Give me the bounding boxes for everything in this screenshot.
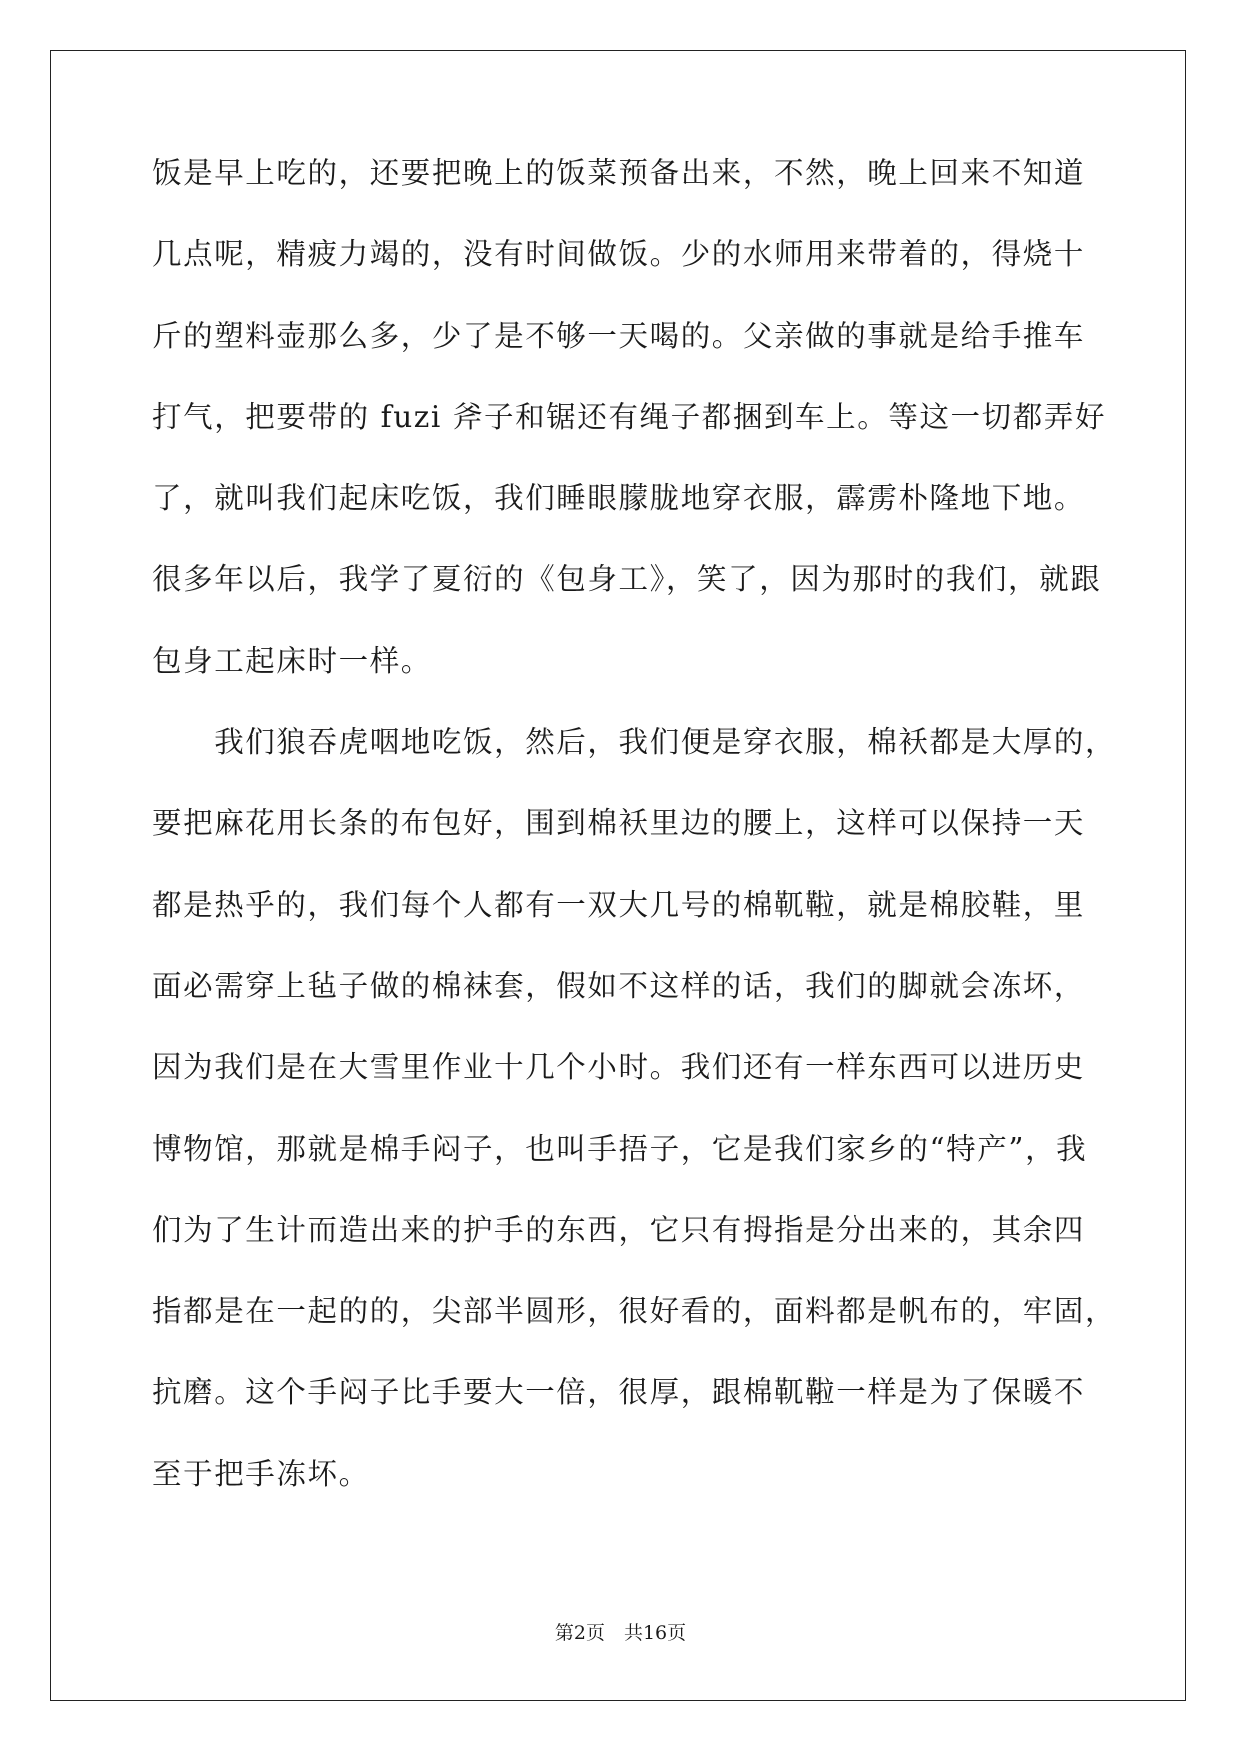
text-line: 博物馆，那就是棉手闷子，也叫手捂子，它是我们家乡的“特产”，我: [152, 1131, 1088, 1166]
text-line: 我们狼吞虎咽地吃饭，然后，我们便是穿衣服，棉袄都是大厚的，: [152, 725, 1117, 760]
text-line: 包身工起床时一样。: [152, 643, 432, 678]
document-body: [152, 152, 1117, 1534]
text-line: 很多年以后，我学了夏衍的《包身工》，笑了，因为那时的我们，就跟: [152, 562, 1102, 597]
text-line: 打气，把要带的 fuzi 斧子和锯还有绳子都捆到车上。等这一切都弄好: [152, 399, 1107, 434]
text-line: 要把麻花用长条的布包好，围到棉袄里边的腰上，这样可以保持一天: [152, 806, 1086, 841]
text-line: 面必需穿上毡子做的棉袜套，假如不这样的话，我们的脚就会冻坏，: [152, 968, 1086, 1003]
page-number-footer: 第2页 共16页: [554, 1622, 687, 1644]
text-line: 几点呢，精疲力竭的，没有时间做饭。少的水师用来带着的，得烧十: [152, 237, 1086, 272]
text-line: 抗磨。这个手闷子比手要大一倍，很厚，跟棉靰鞡一样是为了保暖不: [152, 1375, 1086, 1410]
text-line: 至于把手冻坏。: [152, 1456, 370, 1491]
text-line: 了，就叫我们起床吃饭，我们睡眼朦胧地穿衣服，霹雳朴隆地下地。: [152, 481, 1086, 516]
text-line: 都是热乎的，我们每个人都有一双大几号的棉靰鞡，就是棉胶鞋，里: [152, 887, 1086, 922]
text-line: 饭是早上吃的，还要把晚上的饭菜预备出来，不然，晚上回来不知道: [152, 156, 1086, 190]
text-line: 们为了生计而造出来的护手的东西，它只有拇指是分出来的，其余四: [152, 1212, 1086, 1247]
text-line: 斤的塑料壶那么多，少了是不够一天喝的。父亲做的事就是给手推车: [152, 318, 1086, 353]
text-line: 指都是在一起的的，尖部半圆形，很好看的，面料都是帆布的，牢固，: [152, 1294, 1117, 1329]
text-line: 因为我们是在大雪里作业十几个小时。我们还有一样东西可以进历史: [152, 1050, 1086, 1085]
